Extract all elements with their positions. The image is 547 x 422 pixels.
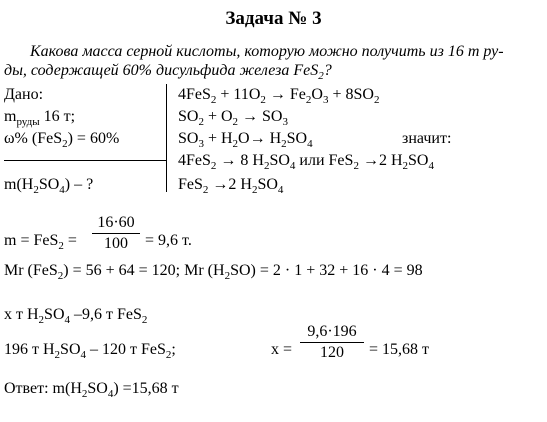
- text: + H: [203, 130, 233, 147]
- fraction-numerator: 9,6·196: [307, 323, 357, 340]
- subscript: 2: [305, 94, 312, 106]
- given-ore-mass: [4, 108, 75, 127]
- given-percent: [4, 130, 119, 149]
- subscript: 3: [282, 116, 288, 128]
- proportion-line-2: [4, 341, 176, 360]
- subscript: 2: [263, 160, 270, 172]
- reaction-1: [178, 86, 379, 105]
- fraction-denominator: 120: [320, 344, 344, 361]
- subscript: 2: [210, 94, 217, 106]
- text: ;: [171, 341, 176, 358]
- given-label: Дано:: [4, 86, 44, 103]
- x-result: = 15,68 т: [369, 341, 430, 358]
- given-divider-vertical: [166, 84, 167, 192]
- text: =: [63, 232, 77, 249]
- problem-text: ды, содержащей 60% дисульфида железа FeS: [4, 62, 319, 79]
- text: SO: [286, 130, 308, 147]
- text: SO: [38, 176, 60, 193]
- text: SO: [269, 152, 290, 169]
- text: → 8 H: [216, 152, 264, 169]
- problem-line-1: [30, 43, 504, 61]
- text: SO) = 2 · 1 + 32 + 16 · 4 = 98: [230, 262, 423, 279]
- subscript: 2: [198, 116, 204, 128]
- given-divider-horizontal: [4, 160, 166, 161]
- subscript: 2: [58, 240, 64, 252]
- subscript: 4: [428, 160, 434, 172]
- text: SO: [178, 108, 199, 125]
- subscript: 2: [353, 160, 359, 172]
- text: ω% (FeS: [4, 130, 63, 147]
- text: m: [4, 108, 17, 125]
- reaction-4: [178, 152, 434, 171]
- problem-text: ?: [323, 62, 332, 79]
- text: 4FeS: [178, 152, 211, 169]
- subscript: 2: [373, 94, 380, 106]
- subscript: 2: [165, 349, 172, 361]
- subscript: 2: [202, 184, 209, 196]
- problem-text: Какова масса серной кислоты, которую можно получить из 16 т ру-: [30, 43, 504, 60]
- subscript: 2: [81, 388, 88, 400]
- text: Ответ: m(H: [4, 380, 82, 397]
- text: 4FeS: [178, 86, 211, 103]
- page-title: Задача № 3: [225, 8, 322, 29]
- text: SO: [408, 152, 429, 169]
- find-quantity: [4, 176, 93, 195]
- text: + O: [203, 108, 233, 125]
- molar-mass-line: [4, 262, 423, 281]
- fraction-denominator: 100: [104, 235, 128, 252]
- x-equals-label: x =: [271, 341, 293, 358]
- subscript: 4: [59, 184, 65, 196]
- problem-line-2: [4, 62, 332, 81]
- subscript: 4: [289, 160, 296, 172]
- text: ) = 56 + 64 = 120; Mr (H: [63, 262, 225, 279]
- subscript: 2: [57, 270, 64, 282]
- text: → Fe: [265, 86, 306, 103]
- subscript: 4: [307, 138, 313, 150]
- reaction-3: [178, 130, 313, 149]
- subscript: 2: [251, 184, 258, 196]
- text: → SO: [238, 108, 283, 125]
- subscript: 3: [322, 94, 329, 106]
- text: FeS: [178, 176, 203, 193]
- text: SO: [44, 306, 65, 323]
- text: – 120 т FeS: [86, 341, 166, 358]
- text: SO: [257, 176, 278, 193]
- subscript: 2: [38, 314, 45, 326]
- text: O→ H: [238, 130, 282, 147]
- subscript: 4: [64, 314, 70, 326]
- subscript: руды: [16, 116, 40, 128]
- reaction-5: [178, 176, 283, 195]
- subscript: 2: [54, 349, 61, 361]
- text: SO: [178, 130, 199, 147]
- subscript: 4: [80, 349, 86, 361]
- text: SO: [60, 341, 81, 358]
- subscript: 2: [402, 160, 408, 172]
- text: O: [311, 86, 323, 103]
- mass-fraction: [92, 214, 140, 253]
- text: 16 т;: [39, 108, 76, 125]
- proportion-line-1: [4, 306, 147, 325]
- subscript: 4: [277, 184, 284, 196]
- fraction-bar: [92, 233, 140, 234]
- text: SO: [87, 380, 108, 397]
- text: x т H: [4, 306, 39, 323]
- subscript: 2: [141, 314, 148, 326]
- reaction-2: [178, 108, 288, 127]
- text: →2 H: [208, 176, 252, 193]
- text: ) = 60%: [67, 130, 120, 147]
- therefore-label: значит:: [402, 130, 452, 147]
- fraction-bar: [300, 342, 364, 343]
- subscript: 2: [62, 138, 68, 150]
- subscript: 2: [210, 160, 217, 172]
- mass-result: = 9,6 т.: [145, 232, 192, 249]
- text: ) =15,68 т: [113, 380, 179, 397]
- subscript: 2: [33, 184, 39, 196]
- subscript: 4: [107, 388, 114, 400]
- fraction-numerator: 16·60: [97, 214, 135, 231]
- text: 196 т H: [4, 341, 55, 358]
- text: →2 H: [358, 152, 403, 169]
- subscript: 2: [232, 116, 239, 128]
- text: ) – ?: [64, 176, 94, 193]
- text: Mr (FeS: [4, 262, 58, 279]
- subscript: 3: [198, 138, 204, 150]
- subscript: 2: [281, 138, 287, 150]
- subscript: 2: [224, 270, 231, 282]
- subscript: 2: [232, 138, 239, 150]
- text: + 11O: [216, 86, 261, 103]
- text: m(H: [4, 176, 34, 193]
- mass-formula-lhs: [4, 232, 77, 251]
- x-fraction: [300, 323, 364, 362]
- text: –9,6 т FeS: [70, 306, 142, 323]
- subscript: 2: [260, 94, 266, 106]
- text: m = FeS: [4, 232, 59, 249]
- text: или FeS: [295, 152, 354, 169]
- subscript: 2: [318, 70, 324, 82]
- text: + 8SO: [328, 86, 374, 103]
- answer-line: [4, 380, 179, 399]
